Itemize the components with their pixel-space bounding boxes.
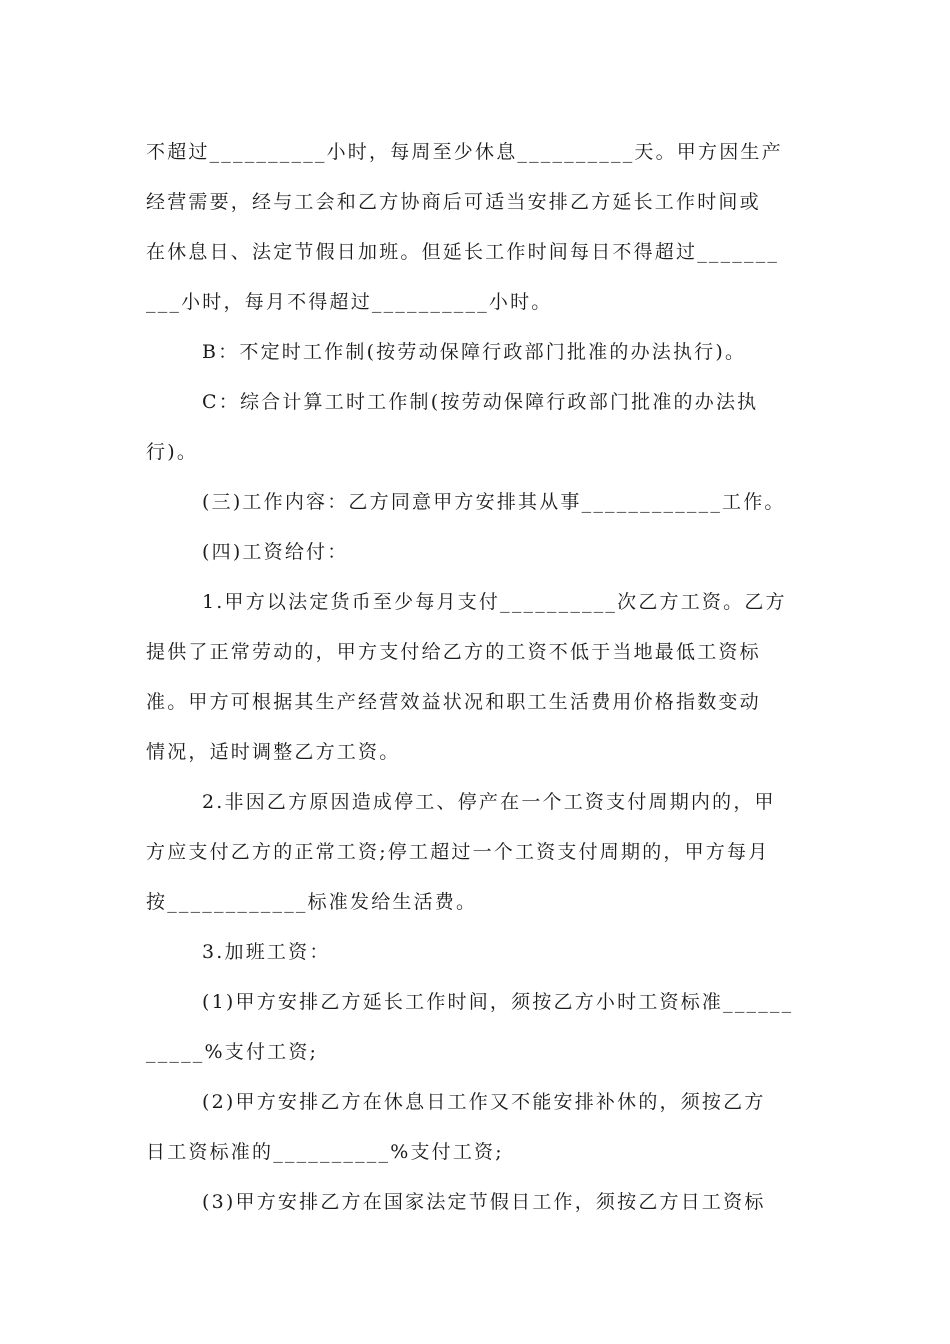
text-line: 按____________标准发给生活费。 bbox=[146, 891, 478, 913]
text-line: 在休息日、法定节假日加班。但延长工作时间每日不得超过_______ bbox=[146, 241, 780, 263]
text-line: 提供了正常劳动的，甲方支付给乙方的工资不低于当地最低工资标 bbox=[146, 641, 761, 663]
text-line: _____%支付工资; bbox=[146, 1041, 319, 1063]
text-line: 1.甲方以法定货币至少每月支付__________次乙方工资。乙方 bbox=[202, 591, 787, 613]
text-line: (1)甲方安排乙方延长工作时间，须按乙方小时工资标准______ bbox=[202, 991, 794, 1013]
text-line: (3)甲方安排乙方在国家法定节假日工作，须按乙方日工资标 bbox=[202, 1191, 766, 1213]
text-line: (2)甲方安排乙方在休息日工作又不能安排补休的，须按乙方 bbox=[202, 1091, 766, 1113]
text-line: 经营需要，经与工会和乙方协商后可适当安排乙方延长工作时间或 bbox=[146, 191, 761, 213]
text-line: 行)。 bbox=[146, 441, 199, 463]
text-line: 3.加班工资： bbox=[202, 941, 331, 963]
text-line: B：不定时工作制(按劳动保障行政部门批准的办法执行)。 bbox=[202, 341, 747, 363]
text-line: 不超过__________小时，每周至少休息__________天。甲方因生产 bbox=[146, 141, 783, 163]
text-line: 方应支付乙方的正常工资;停工超过一个工资支付周期的，甲方每月 bbox=[146, 841, 770, 863]
text-line: 2.非因乙方原因造成停工、停产在一个工资支付周期内的，甲 bbox=[202, 791, 776, 813]
text-line: 情况，适时调整乙方工资。 bbox=[146, 741, 401, 763]
text-line: (三)工作内容：乙方同意甲方安排其从事____________工作。 bbox=[202, 491, 786, 513]
text-line: 日工资标准的__________%支付工资; bbox=[146, 1141, 504, 1163]
text-line: 准。甲方可根据其生产经营效益状况和职工生活费用价格指数变动 bbox=[146, 691, 761, 713]
text-line: ___小时，每月不得超过__________小时。 bbox=[146, 291, 553, 313]
text-line: (四)工资给付： bbox=[202, 541, 349, 563]
text-line: C：综合计算工时工作制(按劳动保障行政部门批准的办法执 bbox=[202, 391, 759, 413]
